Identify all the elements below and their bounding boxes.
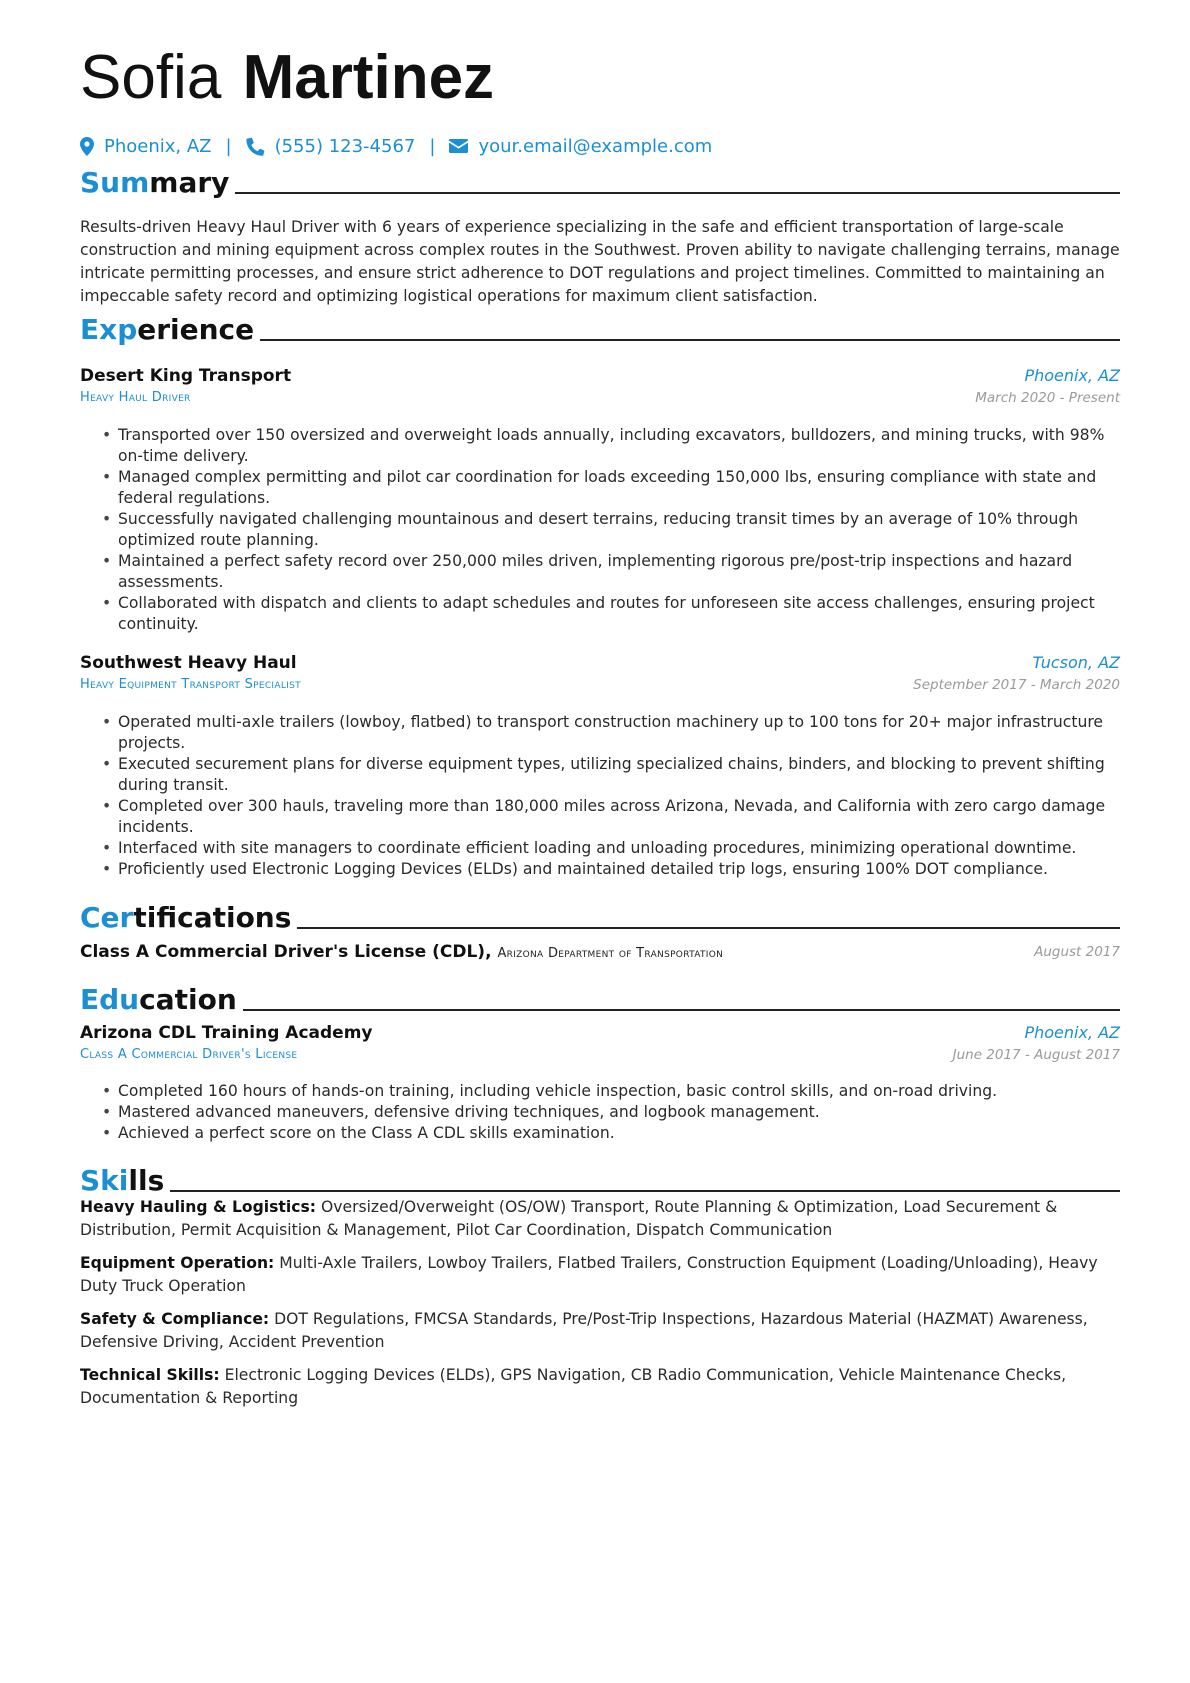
bullet-item: • Completed over 300 hauls, traveling more than 180,000 miles across Arizona, Nevada, and California with zero cargo damage incidents.	[80, 796, 1120, 838]
company-name: Southwest Heavy Haul	[80, 653, 297, 673]
skill-group	[80, 1196, 1120, 1242]
bullet-item: • Interfaced with site managers to coordinate efficient loading and unloading procedures, minimizing operational downtime.	[80, 838, 1120, 859]
contact-separator: |	[429, 135, 436, 157]
experience-heading	[80, 303, 1120, 347]
section-title-rest: tifications	[133, 901, 292, 934]
contact-separator: |	[225, 135, 232, 157]
job-bullets	[80, 425, 1120, 635]
section-title-accent: Exp	[80, 313, 138, 346]
bullet-item: • Achieved a perfect score on the Class A CDL skills examination.	[80, 1123, 1120, 1144]
section-divider	[243, 1009, 1120, 1011]
certification-name	[80, 939, 723, 967]
section-title	[80, 166, 235, 200]
education-bullets	[80, 1081, 1120, 1144]
skill-group-items: Electronic Logging Devices (ELDs), GPS Navigation, CB Radio Communication, Vehicle Maintenance Checks, Documentation & Reporting	[80, 1366, 1067, 1407]
section-title-accent: Ski	[80, 1164, 129, 1197]
summary-text: Results-driven Heavy Haul Driver with 6 years of experience specializing in the safe and efficient transportation of large-scale construction and mining equipment across complex routes in the Southwest. Proven ability to navigate challenging terrains, manage intricate permitting processes, and ensure strict adherence to DOT regulations and project timelines. Committed to maintaining an impeccable safety record and optimizing logistical operations for maximum client satisfaction.	[80, 218, 1120, 305]
skill-group-items: Oversized/Overweight (OS/OW) Transport, Route Planning & Optimization, Load Securement & Distribution, Permit Acquisition & Management, Pilot Car Coordination, Dispatch Communication	[80, 1198, 1058, 1239]
section-title-rest: cation	[139, 983, 237, 1016]
skill-group	[80, 1364, 1120, 1410]
bullet-item: • Maintained a perfect safety record over 250,000 miles driven, implementing rigorous pre/post-trip inspections and hazard assessments.	[80, 551, 1120, 593]
section-title-accent: Edu	[80, 983, 140, 1016]
contact-email[interactable]	[449, 136, 712, 157]
skill-group	[80, 1308, 1120, 1354]
job-bullets	[80, 712, 1120, 880]
bullet-item: • Mastered advanced maneuvers, defensive driving techniques, and logbook management.	[80, 1102, 1120, 1123]
bullet-item: • Collaborated with dispatch and clients to adapt schedules and routes for unforeseen site access challenges, ensuring project continuity.	[80, 593, 1120, 635]
bullet-item: • Managed complex permitting and pilot car coordination for loads exceeding 150,000 lbs, ensuring compliance with state and federal regulations.	[80, 467, 1120, 509]
section-title-rest: erience	[137, 313, 255, 346]
section-title	[80, 1164, 170, 1198]
job-title: Heavy Equipment Transport Specialist	[80, 677, 301, 692]
section-title-accent: Sum	[80, 166, 150, 199]
section-divider	[260, 339, 1120, 341]
skill-group-items: DOT Regulations, FMCSA Standards, Pre/Post-Trip Inspections, Hazardous Material (HAZMAT) Awareness, Defensive Driving, Accident Prevention	[80, 1310, 1088, 1351]
phone-icon	[246, 137, 275, 156]
contact-location	[80, 136, 212, 157]
last-name: Martinez	[242, 43, 495, 112]
certification-entry	[80, 939, 1120, 965]
contact-phone[interactable]	[246, 136, 416, 157]
certifications-heading	[80, 891, 1120, 935]
phone-text: (555) 123-4567	[274, 135, 416, 157]
company-name: Desert King Transport	[80, 366, 292, 386]
education-heading	[80, 973, 1120, 1017]
certification-date: August 2017	[1034, 944, 1120, 960]
bullet-item: • Successfully navigated challenging mountainous and desert terrains, reducing transit times by an average of 10% through optimized route planning.	[80, 509, 1120, 551]
job-dates: March 2020 - Present	[975, 390, 1120, 406]
bullet-item: • Executed securement plans for diverse equipment types, utilizing specialized chains, binders, and blocking to prevent shifting during transit.	[80, 754, 1120, 796]
education-dates: June 2017 - August 2017	[952, 1047, 1120, 1063]
summary-heading	[80, 156, 1120, 200]
section-divider	[235, 192, 1120, 194]
section-title-accent: Cer	[80, 901, 134, 934]
bullet-item: • Transported over 150 oversized and overweight loads annually, including excavators, bulldozers, and mining trucks, with 98% on-time delivery.	[80, 425, 1120, 467]
school-location: Phoenix, AZ	[1024, 1023, 1120, 1042]
job-location: Tucson, AZ	[1032, 653, 1120, 672]
skills-heading	[80, 1154, 1120, 1198]
degree-title: Class A Commercial Driver's License	[80, 1047, 298, 1062]
section-title-rest: lls	[128, 1164, 165, 1197]
job-title: Heavy Haul Driver	[80, 390, 191, 405]
section-title-rest: mary	[149, 166, 230, 199]
certification-separator: ,	[485, 942, 498, 962]
skill-group-label: Equipment Operation:	[80, 1254, 275, 1272]
bullet-item: • Operated multi-axle trailers (lowboy, flatbed) to transport construction machinery up to 100 tons for 20+ major infrastructure projects.	[80, 712, 1120, 754]
skill-group	[80, 1252, 1120, 1298]
job-location: Phoenix, AZ	[1024, 366, 1120, 385]
map-pin-icon	[80, 137, 104, 156]
certification-title: Class A Commercial Driver's License (CDL)	[80, 942, 486, 962]
envelope-icon	[449, 139, 478, 153]
section-divider	[170, 1190, 1120, 1192]
location-text: Phoenix, AZ	[104, 135, 212, 157]
job-dates: September 2017 - March 2020	[913, 677, 1120, 693]
skill-group-items: Multi-Axle Trailers, Lowboy Trailers, Flatbed Trailers, Construction Equipment (Loading/Unloading), Heavy Duty Truck Operation	[80, 1254, 1098, 1295]
section-title	[80, 313, 260, 347]
email-text: your.email@example.com	[478, 135, 713, 157]
skill-group-label: Safety & Compliance:	[80, 1310, 270, 1328]
skill-group-label: Heavy Hauling & Logistics:	[80, 1198, 316, 1216]
bullet-item: • Proficiently used Electronic Logging Devices (ELDs) and maintained detailed trip logs, ensuring 100% DOT compliance.	[80, 859, 1120, 880]
section-title	[80, 983, 243, 1017]
first-name: Sofia	[80, 43, 222, 112]
school-name: Arizona CDL Training Academy	[80, 1023, 373, 1043]
certification-issuer: Arizona Department of Transportation	[497, 946, 724, 961]
section-title	[80, 901, 297, 935]
section-divider	[297, 927, 1120, 929]
candidate-name	[80, 38, 494, 118]
skill-group-label: Technical Skills:	[80, 1366, 220, 1384]
bullet-item: • Completed 160 hours of hands-on training, including vehicle inspection, basic control skills, and on-road driving.	[80, 1081, 1120, 1102]
